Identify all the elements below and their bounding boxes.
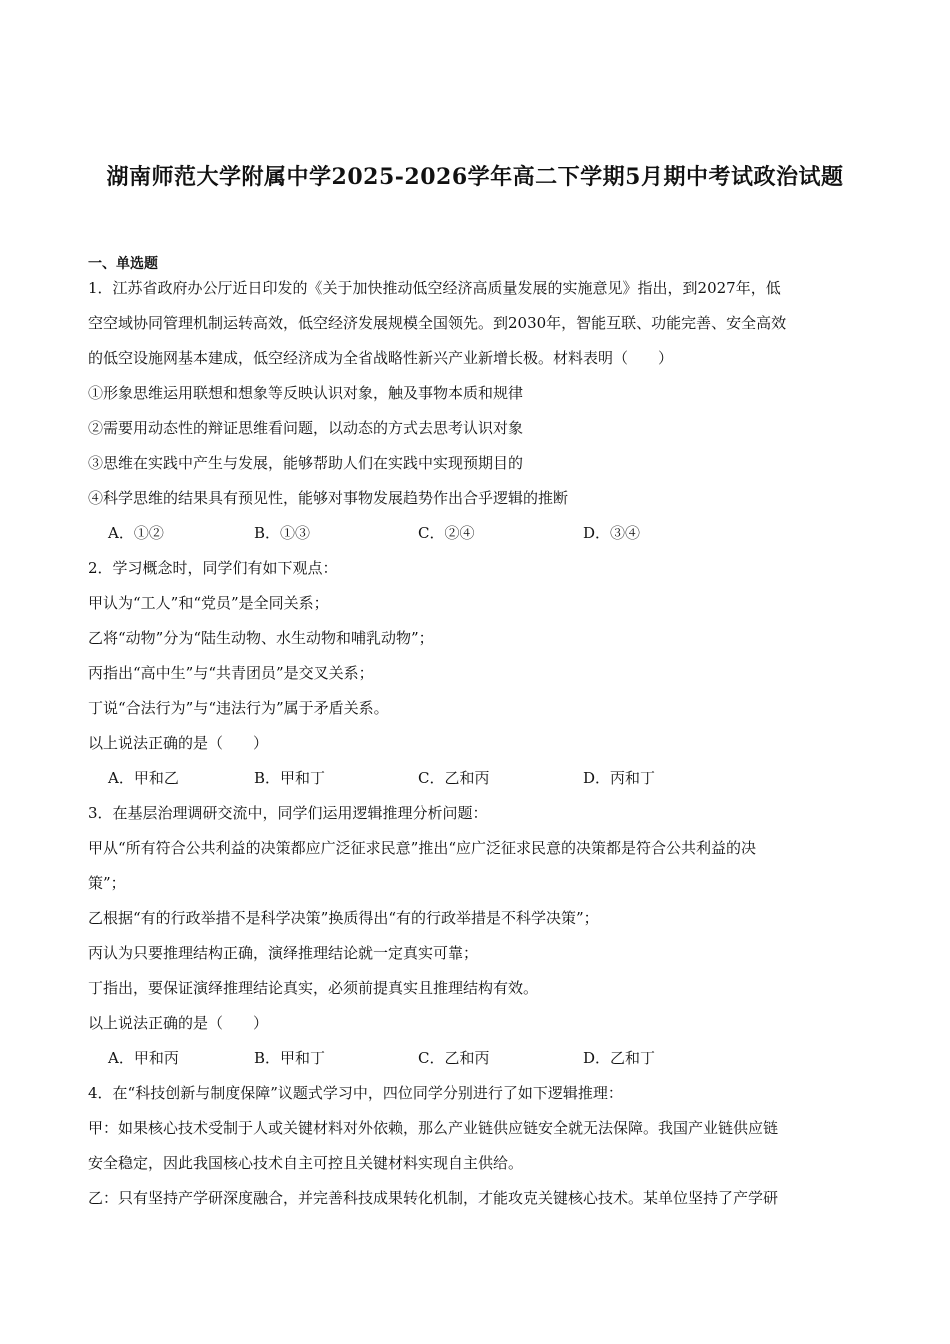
question-text: 丙指出“高中生”与“共青团员”是交叉关系； [88, 664, 374, 682]
option-a: A．甲和乙 [108, 769, 179, 787]
question-1 [88, 276, 866, 556]
question-text: 的低空设施网基本建成，低空经济成为全省战略性新兴产业新增长极。材料表明（ ） [88, 349, 674, 367]
statement-4: ④科学思维的结果具有预见性，能够对事物发展趋势作出合乎逻辑的推断 [88, 489, 569, 507]
answer-options [88, 1046, 866, 1081]
option-c: C．②④ [418, 524, 475, 542]
question-prompt: 以上说法正确的是（ ） [88, 734, 269, 752]
option-d: D．③④ [583, 524, 641, 542]
question-list [88, 276, 866, 1221]
question-text: 乙根据“有的行政举措不是科学决策”换质得出“有的行政举措是不科学决策”； [88, 909, 599, 927]
question-text: 甲认为“工人”和“党员”是全同关系； [88, 594, 329, 612]
section-heading: 一、单选题 [88, 256, 158, 272]
answer-options [88, 521, 866, 556]
question-prompt: 以上说法正确的是（ ） [88, 1014, 269, 1032]
option-d: D．乙和丁 [583, 1049, 656, 1067]
question-text: 安全稳定，因此我国核心技术自主可控且关键材料实现自主供给。 [88, 1154, 524, 1172]
question-text: 1．江苏省政府办公厅近日印发的《关于加快推动低空经济高质量发展的实施意见》指出，到2027年，低 [88, 279, 781, 297]
answer-options [88, 766, 866, 801]
option-c: C．乙和丙 [418, 1049, 490, 1067]
question-text: 空空域协同管理机制运转高效，低空经济发展规模全国领先。到2030年，智能互联、功能完善、安全高效 [88, 314, 787, 332]
question-text: 乙将“动物”分为“陆生动物、水生动物和哺乳动物”； [88, 629, 434, 647]
question-text: 2．学习概念时，同学们有如下观点： [88, 559, 338, 577]
statement-2: ②需要用动态性的辩证思维看问题，以动态的方式去思考认识对象 [88, 419, 524, 437]
option-b: B．甲和丁 [254, 1049, 326, 1067]
question-text: 丁说“合法行为”与“违法行为”属于矛盾关系。 [88, 699, 389, 717]
statement-1: ①形象思维运用联想和想象等反映认识对象，触及事物本质和规律 [88, 384, 524, 402]
statement-3: ③思维在实践中产生与发展，能够帮助人们在实践中实现预期目的 [88, 454, 524, 472]
page-title: 湖南师范大学附属中学2025-2026学年高二下学期5月期中考试政治试题 [106, 164, 844, 190]
option-c: C．乙和丙 [418, 769, 490, 787]
option-a: A．①② [108, 524, 164, 542]
question-text: 4．在“科技创新与制度保障”议题式学习中，四位同学分别进行了如下逻辑推理： [88, 1084, 623, 1102]
option-b: B．①③ [254, 524, 311, 542]
question-text: 甲从“所有符合公共利益的决策都应广泛征求民意”推出“应广泛征求民意的决策都是符合公共利益的决 [88, 839, 757, 857]
option-d: D．丙和丁 [583, 769, 656, 787]
question-2 [88, 556, 866, 801]
question-text: 策”； [88, 874, 126, 892]
question-4 [88, 1081, 866, 1221]
question-text: 甲：如果核心技术受制于人或关键材料对外依赖，那么产业链供应链安全就无法保障。我国产业链供应链 [88, 1119, 779, 1137]
option-b: B．甲和丁 [254, 769, 326, 787]
option-a: A．甲和丙 [108, 1049, 179, 1067]
question-text: 3．在基层治理调研交流中，同学们运用逻辑推理分析问题： [88, 804, 488, 822]
question-text: 乙：只有坚持产学研深度融合，并完善科技成果转化机制，才能攻克关键核心技术。某单位坚持了产学研 [88, 1189, 779, 1207]
question-text: 丙认为只要推理结构正确，演绎推理结论就一定真实可靠； [88, 944, 479, 962]
question-text: 丁指出，要保证演绎推理结论真实，必须前提真实且推理结构有效。 [88, 979, 539, 997]
question-3 [88, 801, 866, 1081]
